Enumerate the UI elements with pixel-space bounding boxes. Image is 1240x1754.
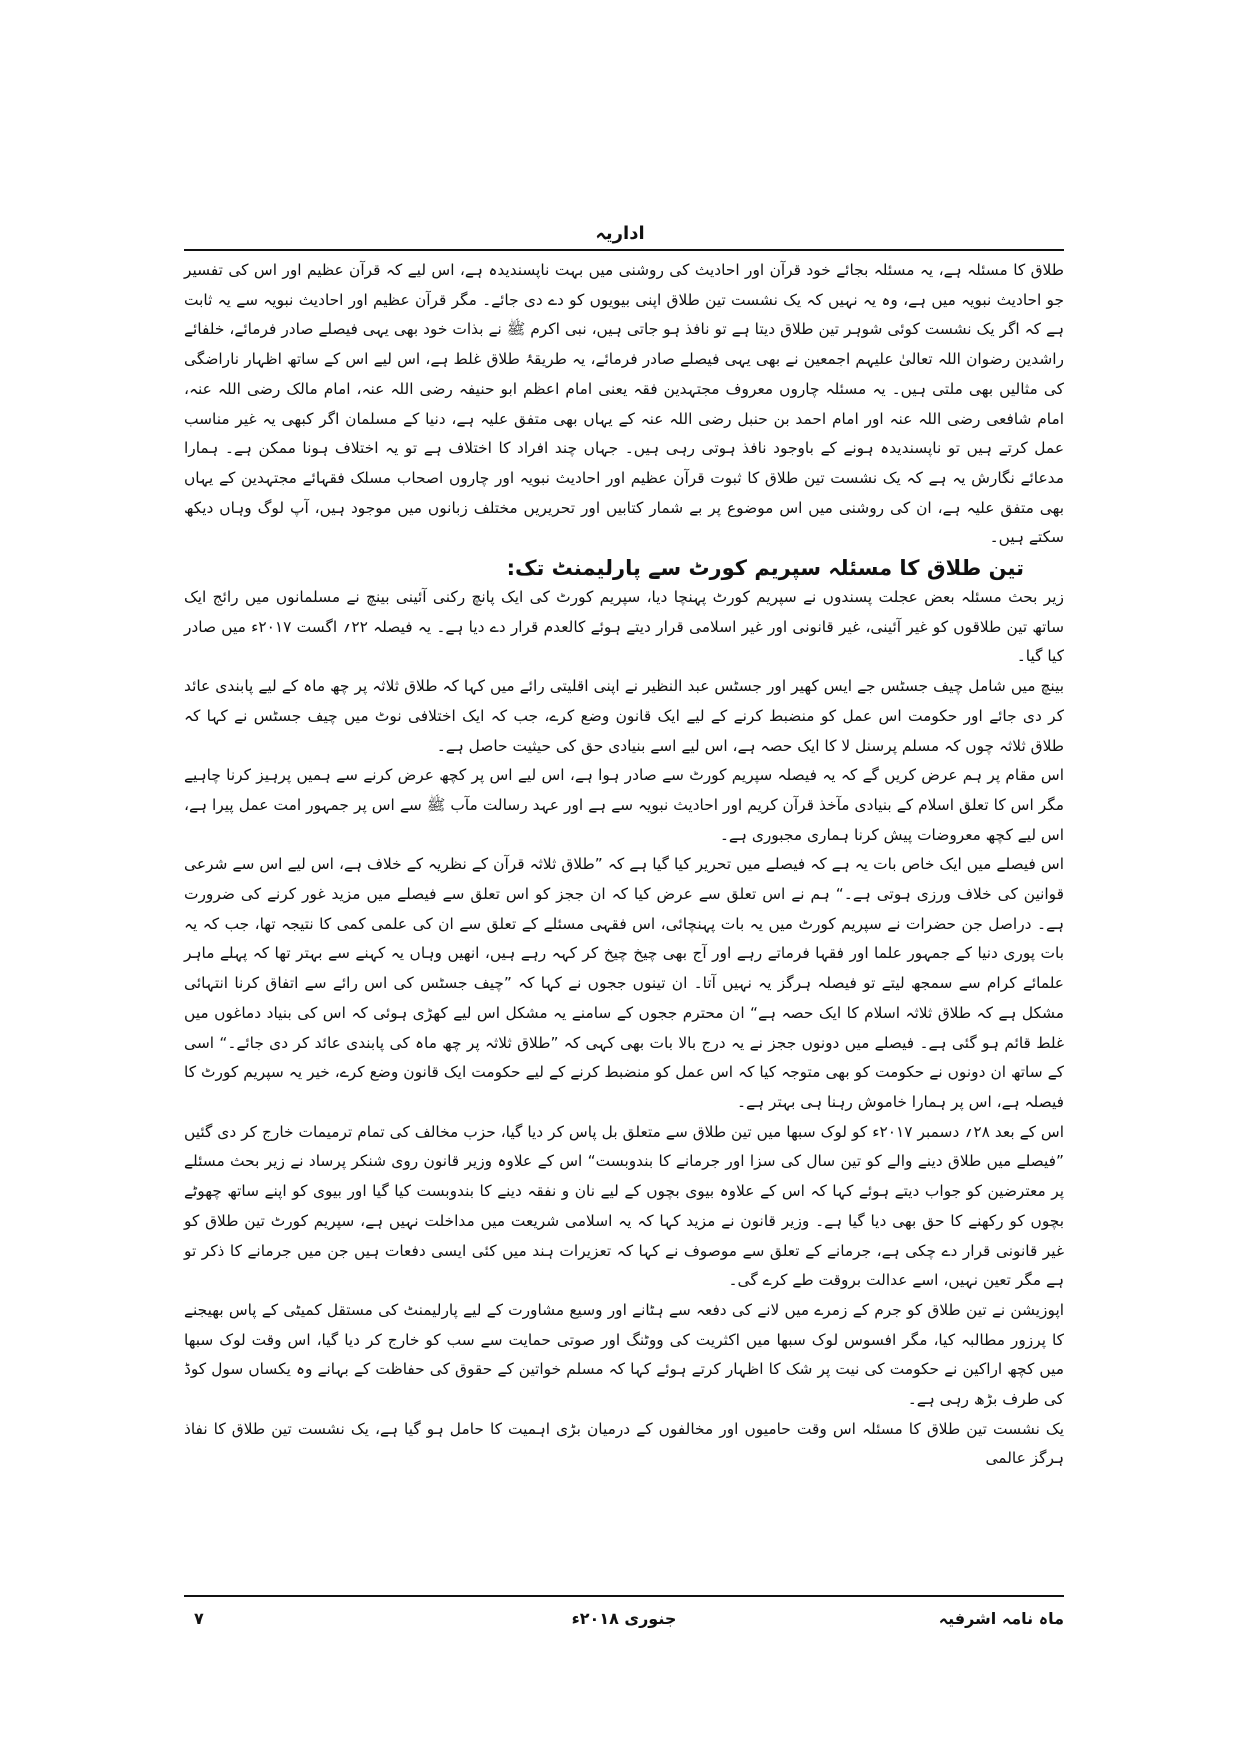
page-number: ۷ — [194, 1609, 204, 1628]
paragraph-7: یک نشست تین طلاق کا مسئلہ اس وقت حامیوں اور مخالفوں کے درمیان بڑی اہمیت کا حامل ہو گیا ہے، یک نشست تین طلاق کا نفاذ ہرگز عالمی — [184, 1419, 1064, 1468]
subheading: تین طلاق کا مسئلہ سپریم کورٹ سے پارلیمنٹ تک: — [506, 556, 1024, 581]
page-footer — [184, 1603, 1064, 1635]
paragraph-6: اپوزیشن نے تین طلاق کو جرم کے زمرے میں لانے کی دفعہ سے ہٹانے اور وسیع مشاورت کے لیے پارلیمنٹ کی مستقل کمیٹی کے پاس بھیجنے کا پرزور مطالبہ کیا، مگر افسوس لوک سبھا میں اکثریت کی ووٹنگ اور صوتی حمایت سے سب کو خارج کر دیا گیا، اس وقت لوک سبھا میں کچھ اراکین نے حکومت کی نیت پر شک کا اظہار کرتے ہوئے کہا کہ مسلم خواتین کے حقوق کی حفاظت کے بہانے وہ یکساں سول کوڈ کی طرف بڑھ رہی ہے۔ — [184, 1300, 1064, 1409]
article-body — [184, 256, 1064, 1474]
paragraph-1: زیر بحث مسئلہ بعض عجلت پسندوں نے سپریم کورٹ پہنچا دیا، سپریم کورٹ کی ایک پانچ رکنی آئینی بینچ نے مسلمانوں میں رائج ایک ساتھ تین طلاقوں کو غیر آئینی، غیر قانونی اور غیر اسلامی قرار دیتے ہوئے کالعدم قرار دے دیا ہے۔ یہ فیصلہ ۲۲؍ اگست ۲۰۱۷ء میں صادر کیا گیا۔ — [184, 588, 1065, 666]
paragraph-3: اس مقام پر ہم عرض کریں گے کہ یہ فیصلہ سپریم کورٹ سے صادر ہوا ہے، اس لیے اس پر کچھ عرض کرنے سے ہمیں پرہیز کرنا چاہیے مگر اس کا تعلق اسلام کے بنیادی مآخذ قرآن کریم اور احادیث نبویہ سے ہے اور عہد رسالت مآب ﷺ سے اس پر جمہور امت عمل پیرا ہے، اس لیے کچھ معروضات پیش کرنا ہماری مجبوری ہے۔ — [184, 766, 1064, 844]
paragraph-2: بینچ میں شامل چیف جسٹس جے ایس کھیر اور جسٹس عبد النظیر نے اپنی اقلیتی رائے میں کہا کہ طلاق ثلاثہ پر چھ ماہ کے لیے پابندی عائد کر دی جائے اور حکومت اس عمل کو منضبط کرنے کے لیے ایک قانون وضع کرے، جب کہ ایک اختلافی نوٹ میں چیف جسٹس نے کہا کہ طلاق ثلاثہ چوں کہ مسلم پرسنل لا کا ایک حصہ ہے، اس لیے اسے بنیادی حق کی حیثیت حاصل ہے۔ — [184, 677, 1064, 755]
paragraph-5: اس کے بعد ۲۸؍ دسمبر ۲۰۱۷ء کو لوک سبھا میں تین طلاق سے متعلق بل پاس کر دیا گیا، حزب مخالف کی تمام ترمیمات خارج کر دی گئیں ”فیصلے میں طلاق دینے والے کو تین سال کی سزا اور جرمانے کا بندوبست“ اس کے علاوہ وزیر قانون روی شنکر پرساد نے زیر بحث مسئلے پر معترضین کو جواب دیتے ہوئے کہا کہ اس کے علاوہ بیوی بچوں کے لیے نان و نفقہ دینے کا بندوبست کیا گیا اور بیوی کو اپنے ساتھ چھوٹے بچوں کو رکھنے کا حق بھی دیا گیا ہے۔ وزیر قانون نے مزید کہا کہ یہ اسلامی شریعت میں مداخلت نہیں ہے، سپریم کورٹ تین طلاق کو غیر قانونی قرار دے چکی ہے، جرمانے کے تعلق سے موصوف نے کہا کہ تعزیرات ہند میں کئی ایسی دفعات ہیں جن میں جرمانے کا ذکر تو ہے مگر تعین نہیں، اسے عدالت بروقت طے کرے گی۔ — [184, 1122, 1064, 1290]
issue-date: جنوری ۲۰۱۸ء — [571, 1609, 677, 1628]
intro-paragraph: طلاق کا مسئلہ ہے، یہ مسئلہ بجائے خود قرآن اور احادیث کی روشنی میں بہت ناپسندیدہ ہے، اس لیے کہ قرآن عظیم اور اس کی تفسیر جو احادیث نبویہ میں ہے، وہ یہ نہیں کہ یک نشست تین طلاق اپنی بیویوں کو دے دی جائے۔ مگر قرآن عظیم اور احادیث نبویہ سے یہ ثابت ہے کہ اگر یک نشست کوئی شوہر تین طلاق دیتا ہے تو نافذ ہو جاتی ہیں، نبی اکرم ﷺ نے بذات خود بھی یہی فیصلے صادر فرمائے، خلفائے راشدین رضوان اللہ تعالیٰ علیہم اجمعین نے بھی یہی فیصلے صادر فرمائے، یہ طریقۂ طلاق غلط ہے، اس لیے اس کے ساتھ اظہار ناراضگی کی مثالیں بھی ملتی ہیں۔ یہ مسئلہ چاروں معروف مجتہدین فقہ یعنی امام اعظم ابو حنیفہ رضی اللہ عنہ، امام مالک رضی اللہ عنہ، امام شافعی رضی اللہ عنہ اور امام احمد بن حنبل رضی اللہ عنہ کے یہاں بھی متفق علیہ ہے، دنیا کے مسلمان اگر کبھی یہ غیر مناسب عمل کرتے ہیں تو ناپسندیدہ ہونے کے باوجود نافذ ہوتی رہی ہیں۔ جہاں چند افراد کا اختلاف ہے تو یہ اختلاف ہونا ممکن ہے۔ ہمارا مدعائے نگارش یہ ہے کہ یک نشست تین طلاق کا ثبوت قرآن عظیم اور احادیث نبویہ اور چاروں اصحاب مسلک فقہائے مجتہدین کے یہاں بھی متفق علیہ ہے، ان کی روشنی میں اس موضوع پر بے شمار کتابیں اور تحریریں مختلف زبانوں میں موجود ہیں، آپ لوگ وہاں دیکھ سکتے ہیں۔ — [184, 261, 1064, 547]
magazine-name: ماہ نامہ اشرفیہ — [938, 1609, 1064, 1628]
section-title: اداریہ — [595, 223, 645, 244]
footer-rule — [184, 1595, 1064, 1597]
paragraph-4: اس فیصلے میں ایک خاص بات یہ ہے کہ فیصلے میں تحریر کیا گیا ہے کہ ”طلاق ثلاثہ قرآن کے نظریہ کے خلاف ہے، اس لیے اس سے شرعی قوانین کی خلاف ورزی ہوتی ہے۔“ ہم نے اس تعلق سے عرض کیا کہ ان ججز کو اس تعلق سے فیصلے میں مزید غور کرنے کی ضرورت ہے۔ دراصل جن حضرات نے سپریم کورٹ میں یہ بات پہنچائی، اس فقہی مسئلے کے تعلق سے ان کی علمی کمی کا نتیجہ تھا، جب کہ یہ بات پوری دنیا کے جمہور علما اور فقہا فرماتے رہے اور آج بھی چیخ چیخ کر کہہ رہے ہیں، انھیں وہاں یہ کہنے سے بہتر تھا کہ پہلے ماہر علمائے کرام سے سمجھ لیتے تو فیصلہ ہرگز یہ نہیں آتا۔ ان تینوں ججوں نے کہا کہ ”چیف جسٹس کی اس رائے سے اتفاق کرنا انتہائی مشکل ہے کہ طلاق ثلاثہ اسلام کا ایک حصہ ہے“ ان محترم ججوں کے سامنے یہ مشکل اس لیے کھڑی ہوئی کہ اس کی بنیاد دماغوں میں غلط قائم ہو گئی ہے۔ فیصلے میں دونوں ججز نے یہ درج بالا بات بھی کہی کہ ”طلاق ثلاثہ پر چھ ماہ کی پابندی عائد کر دی جائے۔“ اسی کے ساتھ ان دونوں نے حکومت کو بھی متوجہ کیا کہ اس عمل کو منضبط کرنے کے لیے حکومت ایک قانون وضع کرے، خیر یہ سپریم کورٹ کا فیصلہ ہے، اس پر ہمارا خاموش رہنا ہی بہتر ہے۔ — [184, 855, 1064, 1111]
header-rule — [184, 249, 1064, 251]
